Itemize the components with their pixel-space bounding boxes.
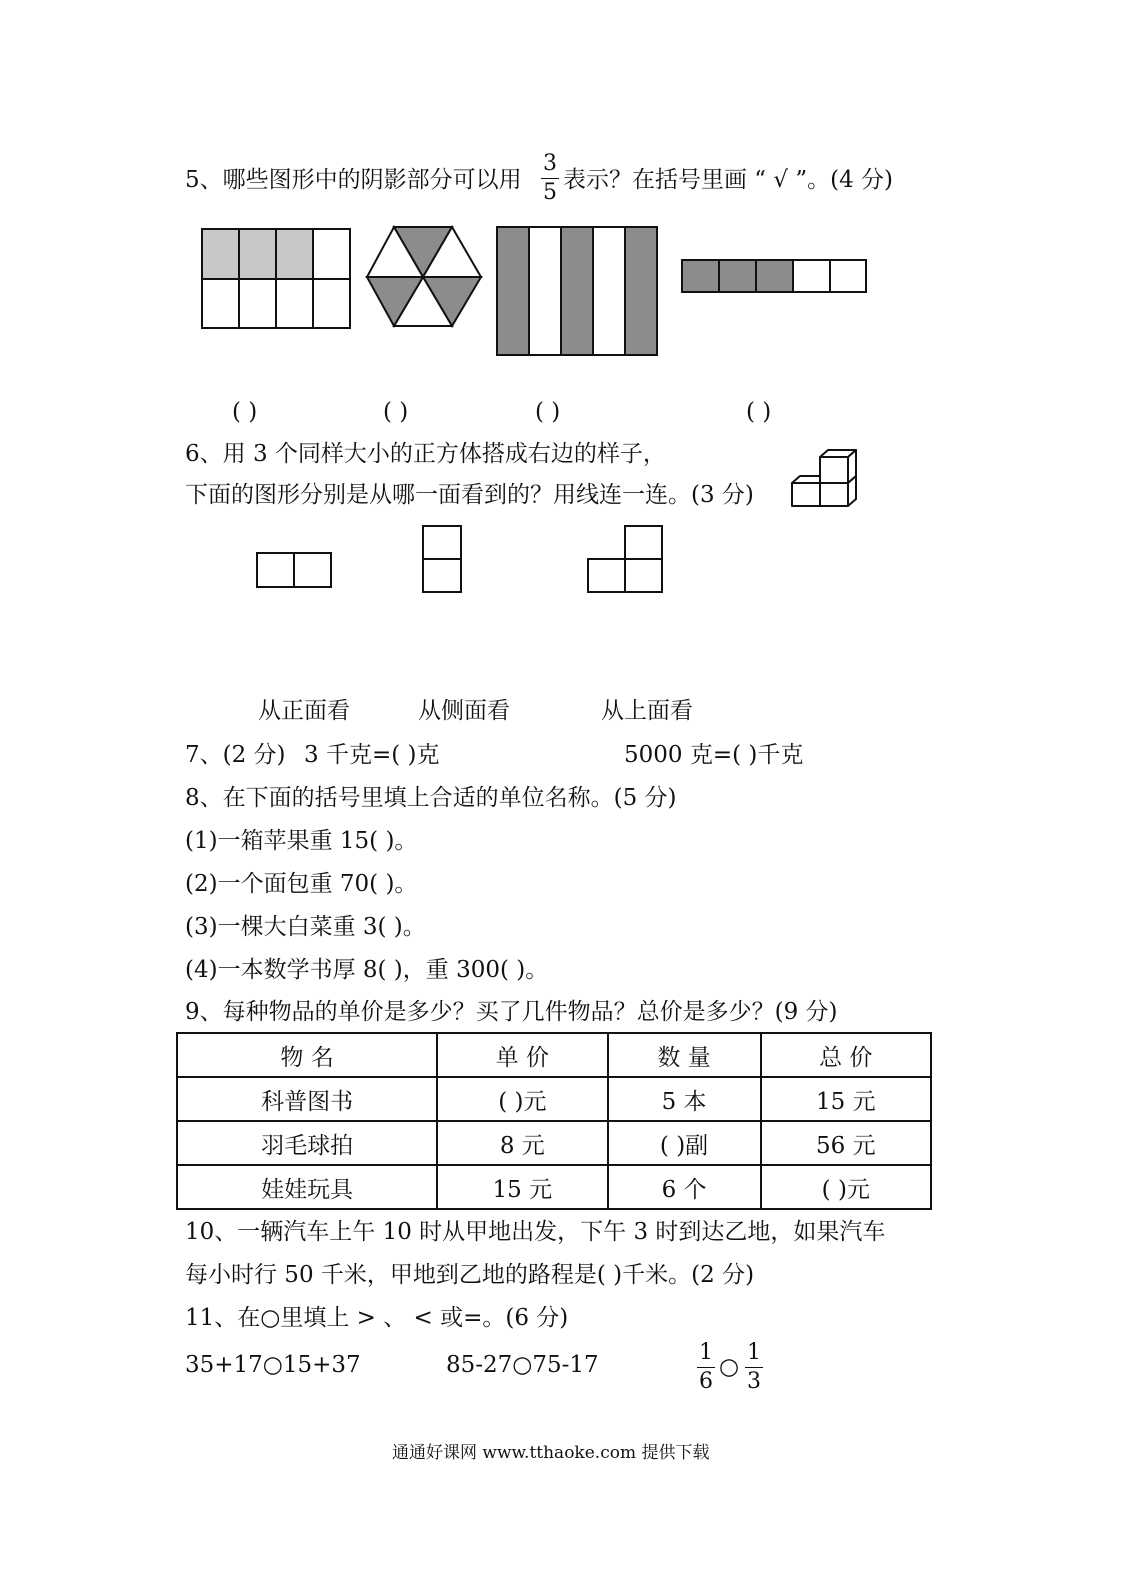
q10-line1: 10、一辆汽车上午 10 时从甲地出发，下午 3 时到达乙地，如果汽车 [185, 1219, 886, 1245]
table-header-cell: 单 价 [437, 1033, 607, 1077]
page-footer: 通通好课网 www.tthaoke.com 提供下载 [392, 1443, 710, 1463]
q6-view-two-squares [256, 552, 334, 590]
q9-title: 9、每种物品的单价是多少？买了几件物品？总价是多少？(9 分) [185, 999, 838, 1025]
table-cell: 8 元 [437, 1121, 607, 1165]
table-cell-blank[interactable]: ( )副 [608, 1121, 761, 1165]
q5-fig1-cell [276, 279, 313, 328]
q5-figure-hexagon [366, 226, 482, 328]
q5-fig1-cell [313, 229, 350, 279]
q5-answer-bracket[interactable]: ( ) [383, 399, 409, 425]
q6-view-stacked-squares [422, 525, 464, 595]
table-cell: 15 元 [761, 1077, 931, 1121]
q11-frac-left-denominator: 6 [699, 1369, 713, 1394]
q5-answer-bracket[interactable]: ( ) [746, 399, 772, 425]
table-cell: 56 元 [761, 1121, 931, 1165]
q11-expr2[interactable]: 85-27○75-17 [446, 1352, 599, 1378]
q6-line2: 下面的图形分别是从哪一面看到的？用线连一连。(3 分) [185, 482, 754, 508]
q9-price-table [176, 1032, 932, 1210]
q5-fraction [541, 153, 559, 204]
q11-compare-circle[interactable]: ○ [719, 1354, 740, 1380]
q8-item[interactable]: (4)一本数学书厚 8( )，重 300( )。 [185, 957, 549, 983]
q6-view-l-shape [587, 525, 665, 595]
q11-frac-left [697, 1342, 715, 1393]
q5-fig1-cell [202, 279, 239, 328]
table-header-cell: 总 价 [761, 1033, 931, 1077]
q11-frac-left-numerator: 1 [699, 1340, 713, 1365]
q7-item1[interactable]: 3 千克=( )克 [304, 742, 440, 768]
q6-view-label-top: 从上面看 [601, 698, 693, 724]
q8-item[interactable]: (3)一棵大白菜重 3( )。 [185, 914, 426, 940]
q5-text-before: 5、哪些图形中的阴影部分可以用 [185, 167, 522, 193]
table-cell: 15 元 [437, 1165, 607, 1209]
q5-figure-rectangle-grid [201, 228, 353, 330]
q5-answer-bracket[interactable]: ( ) [535, 399, 561, 425]
q7-label: 7、(2 分) [185, 742, 286, 768]
q11-frac-right-denominator: 3 [747, 1369, 761, 1394]
table-cell: 6 个 [608, 1165, 761, 1209]
q6-view-label-front: 从正面看 [258, 698, 350, 724]
table-header-cell: 物 名 [177, 1033, 437, 1077]
q6-view-label-side: 从侧面看 [418, 698, 510, 724]
q11-expr1[interactable]: 35+17○15+37 [185, 1352, 361, 1378]
q11-title: 11、在○里填上 > 、 < 或=。(6 分) [185, 1305, 569, 1331]
q5-answer-bracket[interactable]: ( ) [232, 399, 258, 425]
q5-fig1-cell-shaded [202, 229, 239, 279]
q5-fig1-cell [313, 279, 350, 328]
q8-item[interactable]: (2)一个面包重 70( )。 [185, 871, 418, 897]
q5-fraction-numerator: 3 [543, 151, 557, 176]
table-cell: 科普图书 [177, 1077, 437, 1121]
q8-title: 8、在下面的括号里填上合适的单位名称。(5 分) [185, 785, 677, 811]
q5-figure-stripes [496, 226, 660, 358]
table-row [177, 1121, 931, 1165]
table-cell: 5 本 [608, 1077, 761, 1121]
table-cell-blank[interactable]: ( )元 [761, 1165, 931, 1209]
q5-fig1-cell [239, 279, 276, 328]
table-row [177, 1077, 931, 1121]
q10-line2[interactable]: 每小时行 50 千米，甲地到乙地的路程是( )千米。(2 分) [185, 1262, 755, 1288]
q5-fig1-cell-shaded [276, 229, 313, 279]
q8-item[interactable]: (1)一箱苹果重 15( )。 [185, 828, 418, 854]
q5-text-after: 表示？在括号里画 “ √ ”。(4 分) [563, 167, 893, 193]
q5-fraction-denominator: 5 [543, 180, 557, 205]
q5-figure-bar [681, 259, 869, 295]
q5-fig1-cell-shaded [239, 229, 276, 279]
q6-line1: 6、用 3 个同样大小的正方体搭成右边的样子， [185, 441, 666, 467]
table-cell: 羽毛球拍 [177, 1121, 437, 1165]
table-row [177, 1165, 931, 1209]
table-header-row [177, 1033, 931, 1077]
table-cell-blank[interactable]: ( )元 [437, 1077, 607, 1121]
q7-item2[interactable]: 5000 克=( )千克 [624, 742, 804, 768]
q6-cubes-figure [790, 449, 862, 509]
table-header-cell: 数 量 [608, 1033, 761, 1077]
q11-frac-right [745, 1342, 763, 1393]
q11-frac-right-numerator: 1 [747, 1340, 761, 1365]
table-cell: 娃娃玩具 [177, 1165, 437, 1209]
